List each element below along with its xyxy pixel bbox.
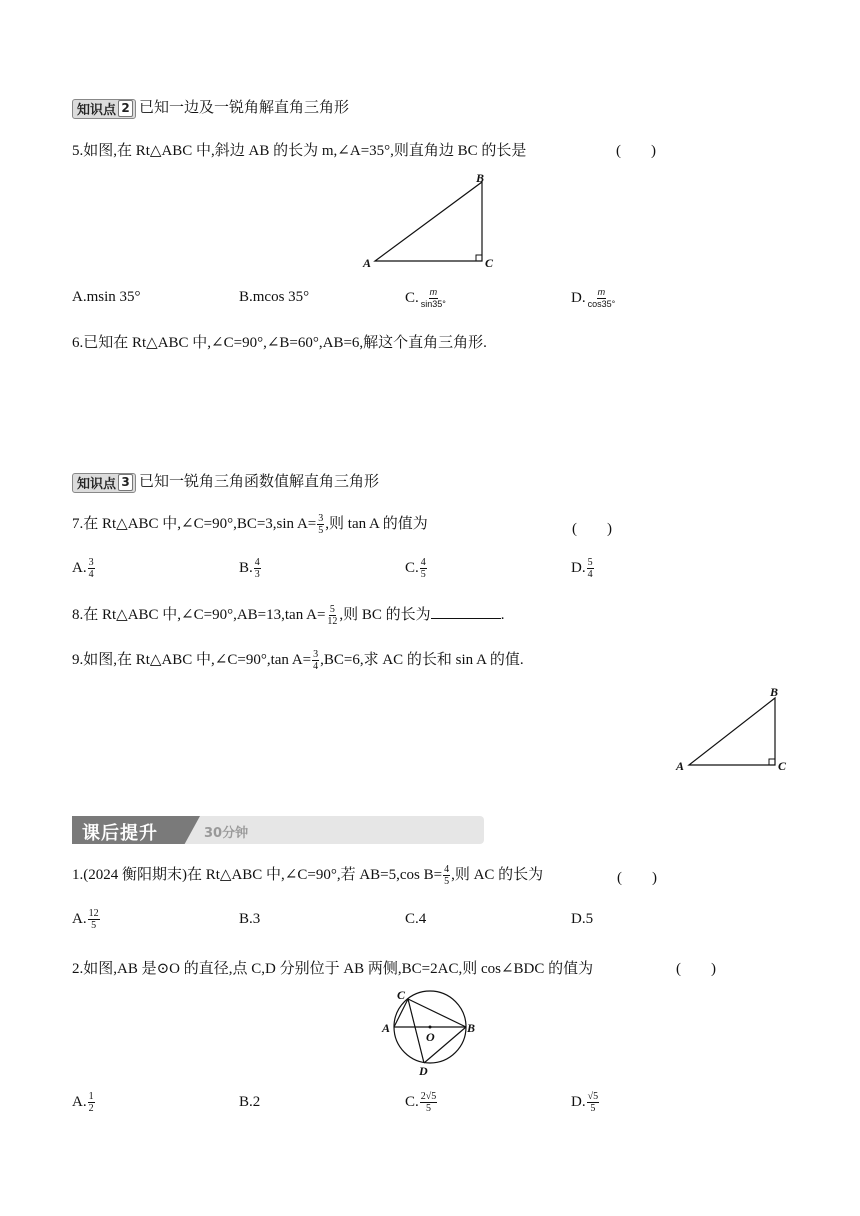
question-6: 6.已知在 Rt△ABC 中,∠C=90°,∠B=60°,AB=6,解这个直角三角形. — [72, 335, 487, 351]
vertex-b-label: B — [770, 685, 779, 699]
center-point — [429, 1026, 432, 1029]
vertex-a-label: A — [363, 256, 372, 270]
point-c-label: C — [397, 988, 406, 1002]
triangle-abc — [375, 182, 482, 261]
q5-option-b: B.mcos 35° — [239, 289, 310, 305]
question-text: 5.如图,在 Rt△ABC 中,斜边 AB 的长为 m,∠A=35°,则直角边 BC 的长是 — [72, 143, 527, 159]
h1-option-d: D.5 — [571, 911, 594, 927]
knowledge-badge: 知识点 3 — [72, 473, 136, 493]
section-banner — [72, 816, 484, 844]
h2-option-d: D. $\frac{√5}{5}$ — [571, 1091, 599, 1114]
q7-option-c: C. $\frac{4}{5}$ — [405, 557, 426, 580]
q5-option-a: A.msin 35° — [72, 289, 141, 305]
q7-option-b: B. $\frac{4}{3}$ — [239, 557, 260, 580]
section-header-3 — [72, 470, 379, 493]
answer-paren: ( ) — [617, 870, 657, 886]
right-angle-mark — [476, 255, 482, 261]
q7-option-d: D. $\frac{5}{4}$ — [571, 557, 593, 580]
section-title: 已知一边及一锐角解直角三角形 — [139, 100, 350, 116]
banner-title: 课后提升 — [82, 823, 158, 844]
figure-circle — [378, 985, 482, 1077]
point-b-label: B — [467, 1021, 476, 1035]
answer-blank[interactable] — [431, 604, 501, 619]
question-7: 7.在 Rt△ABC 中,∠C=90°,BC=3,sin A= $\frac{3}{5}$ ,则 tan A 的值为 — [72, 513, 428, 537]
h2-option-b: B.2 — [239, 1094, 261, 1110]
h1-option-c: C.4 — [405, 911, 427, 927]
badge-number: 3 — [118, 474, 133, 491]
h2-option-a: A. $\frac{1}{2}$ — [72, 1091, 94, 1114]
h2-option-c: C. $\frac{2√5}{5}$ — [405, 1091, 437, 1114]
question-8: 8.在 Rt△ABC 中,∠C=90°,AB=13,tan A= $\frac{5}{12}$ ,则 BC 的长为 . — [72, 604, 505, 628]
q7-option-a: A. $\frac{3}{4}$ — [72, 557, 94, 580]
section-header-2 — [72, 96, 349, 119]
vertex-a-label: A — [676, 759, 685, 773]
q5-option-c: C. $\frac{m}{\sin 35^\circ}$ — [405, 287, 446, 309]
point-d-label: D — [419, 1064, 428, 1077]
answer-paren: ( ) — [572, 521, 612, 537]
point-a-label: A — [382, 1021, 391, 1035]
vertex-b-label: B — [476, 171, 485, 185]
homework-question-2: 2.如图,AB 是⊙O 的直径,点 C,D 分别位于 AB 两侧,BC=2AC,则 cos∠BDC 的值为 — [72, 961, 594, 977]
h1-option-b: B.3 — [239, 911, 261, 927]
answer-paren: ( ) — [616, 143, 656, 159]
homework-question-1: 1.(2024 衡阳期末)在 Rt△ABC 中,∠C=90°,若 AB=5,cos B= $\frac{4}{5}$ ,则 AC 的长为 — [72, 864, 544, 888]
right-angle-mark — [769, 759, 775, 765]
question-5 — [72, 139, 526, 160]
banner-time: 30分钟 — [204, 826, 249, 841]
badge-number: 2 — [118, 100, 133, 117]
point-o-label: O — [426, 1030, 435, 1044]
vertex-c-label: C — [485, 256, 494, 270]
answer-paren: ( ) — [676, 961, 716, 977]
figure-triangle-1 — [355, 168, 515, 272]
section-title: 已知一锐角三角函数值解直角三角形 — [139, 474, 380, 490]
chord-ac — [394, 999, 408, 1027]
chord-cd — [408, 999, 424, 1063]
knowledge-badge: 知识点 2 — [72, 99, 136, 119]
q5-option-d: D. $\frac{m}{\cos 35^\circ}$ — [571, 287, 616, 309]
figure-triangle-2 — [668, 680, 798, 778]
triangle-abc — [689, 698, 775, 765]
h1-option-a: A. $\frac{12}{5}$ — [72, 908, 99, 931]
vertex-c-label: C — [778, 759, 787, 773]
question-9: 9.如图,在 Rt△ABC 中,∠C=90°,tan A= $\frac{3}{4}$ ,BC=6,求 AC 的长和 sin A 的值. — [72, 649, 524, 673]
